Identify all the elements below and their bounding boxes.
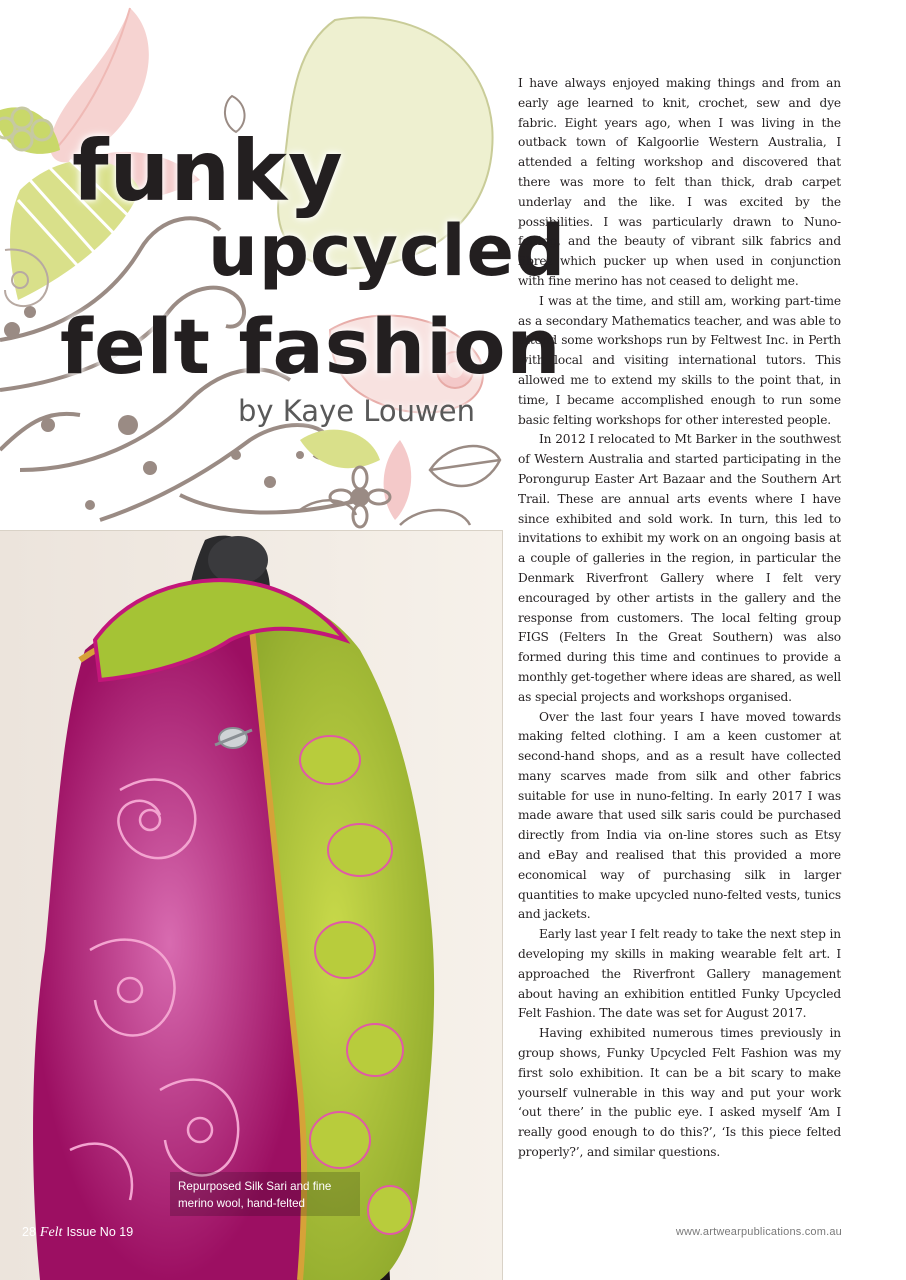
issue-label: Issue No 19 [66, 1225, 134, 1239]
article-body [518, 74, 841, 1163]
paragraph-3: In 2012 I relocated to Mt Barker in the southwest of Western Australia and started participating in the Porongurup Easter Art Bazaar and the Southern Art Trail. These are annual arts events where I have since exhibited and sold work. In turn, this led to invitations to exhibit my work on an ongoing basis at a couple of galleries in the region, in particular the Denmark Riverfront Gallery where I felt very encouraged by other artists in the gallery and the response from customers. The local felting group FIGS (Felters In the Great Southern) was also formed during this time and continues to provide a monthly get-together where ideas are shared, as well as special projects and workshops organised. [518, 432, 841, 704]
magazine-name: Felt [39, 1225, 63, 1240]
paragraph-5: Early last year I felt ready to take the next step in developing my skills in making wearable felt art. I approached the Riverfront Gallery management about having an exhibition entitled Funky Upcycled Felt Fashion. The date was set for August 2017. [518, 927, 841, 1021]
flower-icon-bottom [330, 467, 390, 527]
paragraph-1: I have always enjoyed making things and from an early age learned to knit, crochet, sew and dye fabric. Eight years ago, when I was living in the outback town of Kalgoorlie Western Australia, I attended a felting workshop and discovered that there was more to felt than thick, drab carpet underlay and the like. I was excited by the possibilities. I was particularly drawn to Nuno-felting, and the beauty of vibrant silk fabrics and fibres which pucker up when used in conjunction with fine merino has not ceased to delight me. [518, 76, 841, 288]
author-byline: by Kaye Louwen [238, 394, 475, 428]
title-line-funky: funky [72, 122, 344, 220]
paragraph-4: Over the last four years I have moved towards making felted clothing. I am a keen customer at second-hand shops, and as a result have collected many scarves made from silk and other fabrics suitable for use in nuno-felting. In early 2017 I was made aware that used silk saris could be purchased directly from India via on-line stores such as Etsy and eBay and realised that this provided a more economical way of purchasing silk in larger quantities to make upcycled nuno-felted vests, tunics and jackets. [518, 709, 841, 922]
caption-line-2: merino wool, hand-felted [178, 1197, 305, 1210]
page-number: 28 [22, 1225, 36, 1239]
article-title [60, 112, 567, 442]
page-footer-left [22, 1225, 133, 1241]
website-link[interactable]: www.artwearpublications.com.au [675, 1226, 842, 1238]
paragraph-6: Having exhibited numerous times previously in group shows, Funky Upcycled Felt Fashion was my first solo exhibition. It can be a bit scary to make yourself vulnerable in this way and put your work ‘out there’ in the public eye. I asked myself ‘Am I really good enough to do this?’, ‘Is this piece felted properly?’, and similar questions. [518, 1026, 841, 1160]
paragraph-2: I was at the time, and still am, working part-time as a secondary Mathematics teacher, and was able to attend some workshops run by Feltwest Inc. in Perth with local and visiting international tutors. This allowed me to extend my skills to the point that, in time, I became accomplished enough to run some basic felting workshops for other interested people. [518, 293, 841, 427]
photo-caption [178, 1178, 378, 1212]
title-line-felt-fashion: felt fashion [60, 302, 562, 391]
garment-photo [0, 530, 503, 1280]
title-line-upcycled: upcycled [208, 210, 567, 292]
pink-leaf-bottom [384, 440, 412, 520]
caption-line-1: Repurposed Silk Sari and fine [178, 1180, 332, 1193]
